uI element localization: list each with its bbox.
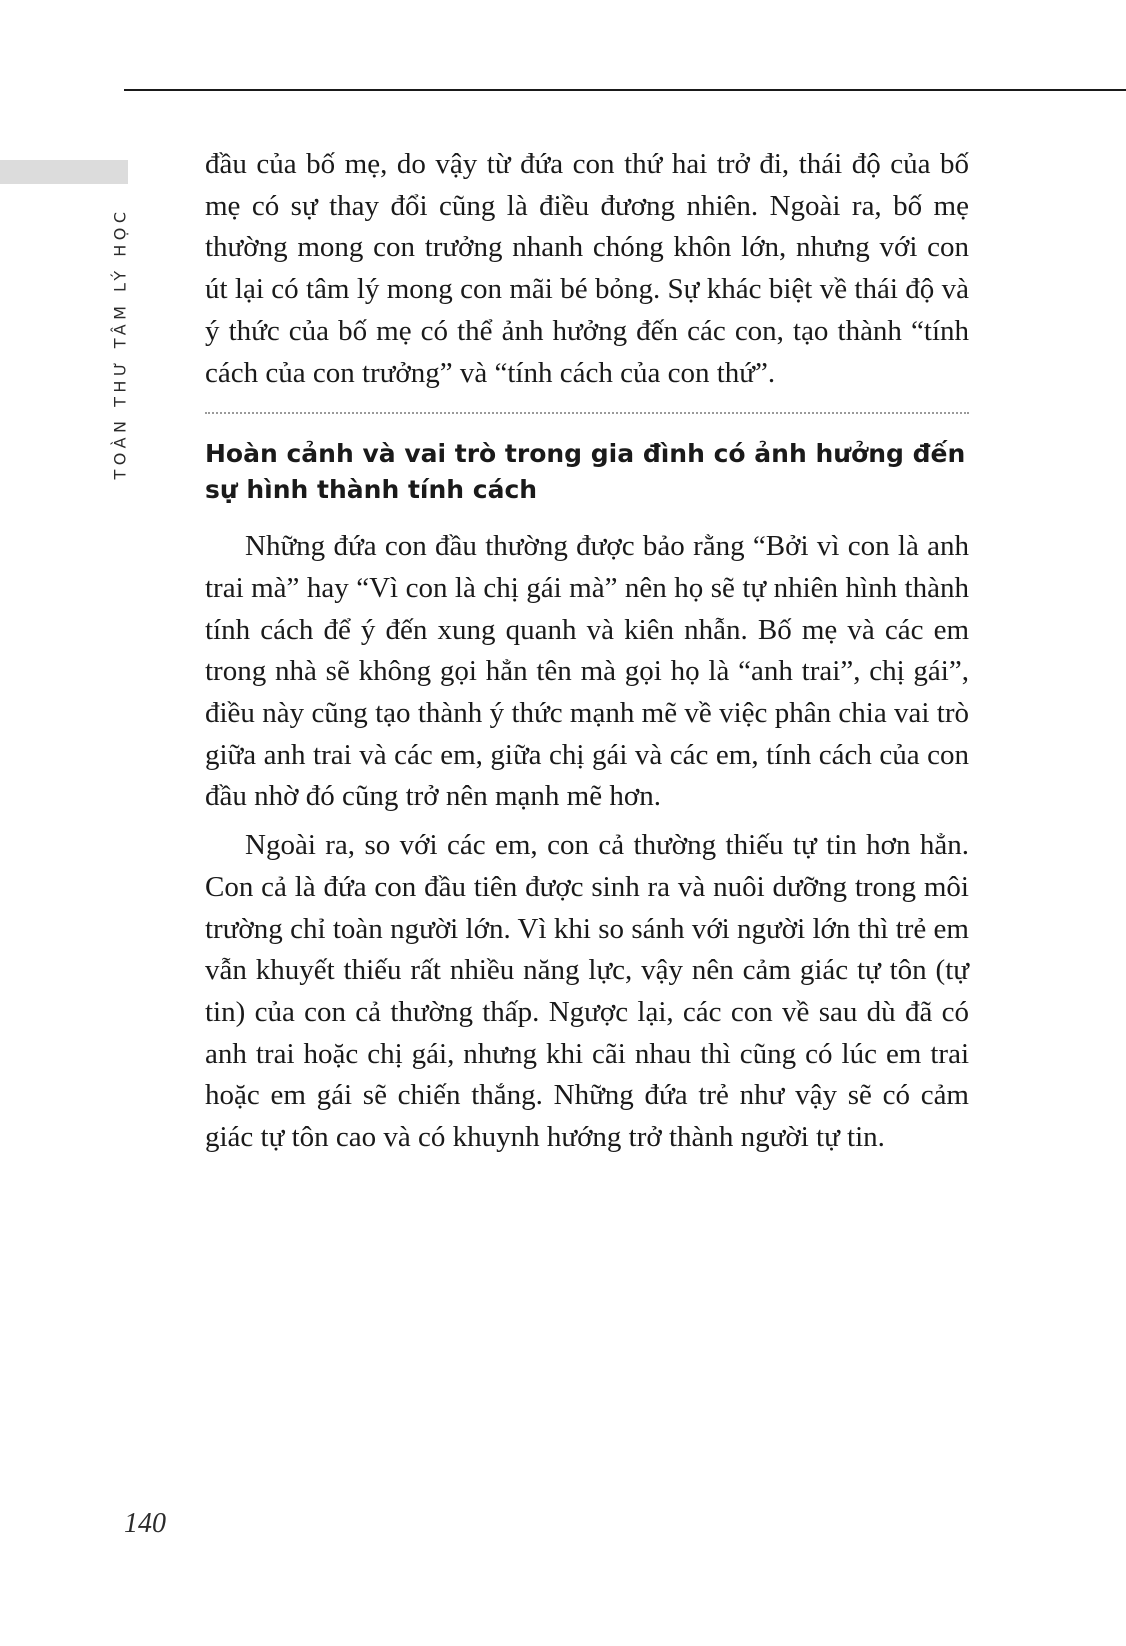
page-number: 140	[124, 1508, 166, 1539]
body-paragraph-1: đầu của bố mẹ, do vậy từ đứa con thứ hai trở đi, thái độ của bố mẹ có sự thay đổi cũng là điều đương nhiên. Ngoài ra, bố mẹ thường mong con trưởng nhanh chóng khôn lớn, nhưng với con út lại có tâm lý mong con mãi bé bỏng. Sự khác biệt về thái độ và ý thức của bố mẹ có thể ảnh hưởng đến các con, tạo thành “tính cách của con trưởng” và “tính cách của con thứ”.	[205, 148, 969, 389]
page-body	[205, 144, 969, 1159]
body-paragraph-3: Ngoài ra, so với các em, con cả thường thiếu tự tin hơn hẳn. Con cả là đứa con đầu tiên được sinh ra và nuôi dưỡng trong môi trường chỉ toàn người lớn. Vì khi so sánh với người lớn thì trẻ em vẫn khuyết thiếu rất nhiều năng lực, vậy nên cảm giác tự tôn (tự tin) của con cả thường thấp. Ngược lại, các con về sau dù đã có anh trai hoặc chị gái, nhưng khi cãi nhau thì cũng có lúc em trai hoặc em gái sẽ chiến thắng. Những đứa trẻ như vậy sẽ có cảm giác tự tôn cao và có khuynh hướng trở thành người tự tin.	[205, 829, 969, 1154]
chapter-tab-marker	[0, 160, 128, 184]
body-paragraph-2: Những đứa con đầu thường được bảo rằng “Bởi vì con là anh trai mà” hay “Vì con là chị gái mà” nên họ sẽ tự nhiên hình thành tính cách để ý đến xung quanh và kiên nhẫn. Bố mẹ và các em trong nhà sẽ không gọi hẳn tên mà gọi họ là “anh trai”, chị gái”, điều này cũng tạo thành ý thức mạnh mẽ về việc phân chia vai trò giữa anh trai và các em, giữa chị gái và các em, tính cách của con đầu nhờ đó cũng trở nên mạnh mẽ hơn.	[205, 530, 969, 813]
running-head-text: TOÀN THƯ TÂM LÝ HỌC	[110, 206, 130, 480]
section-divider	[205, 412, 969, 414]
running-head	[108, 198, 132, 488]
section-heading: Hoàn cảnh và vai trò trong gia đình có ảnh hưởng đến sự hình thành tính cách	[205, 439, 966, 505]
header-rule	[124, 89, 1126, 91]
